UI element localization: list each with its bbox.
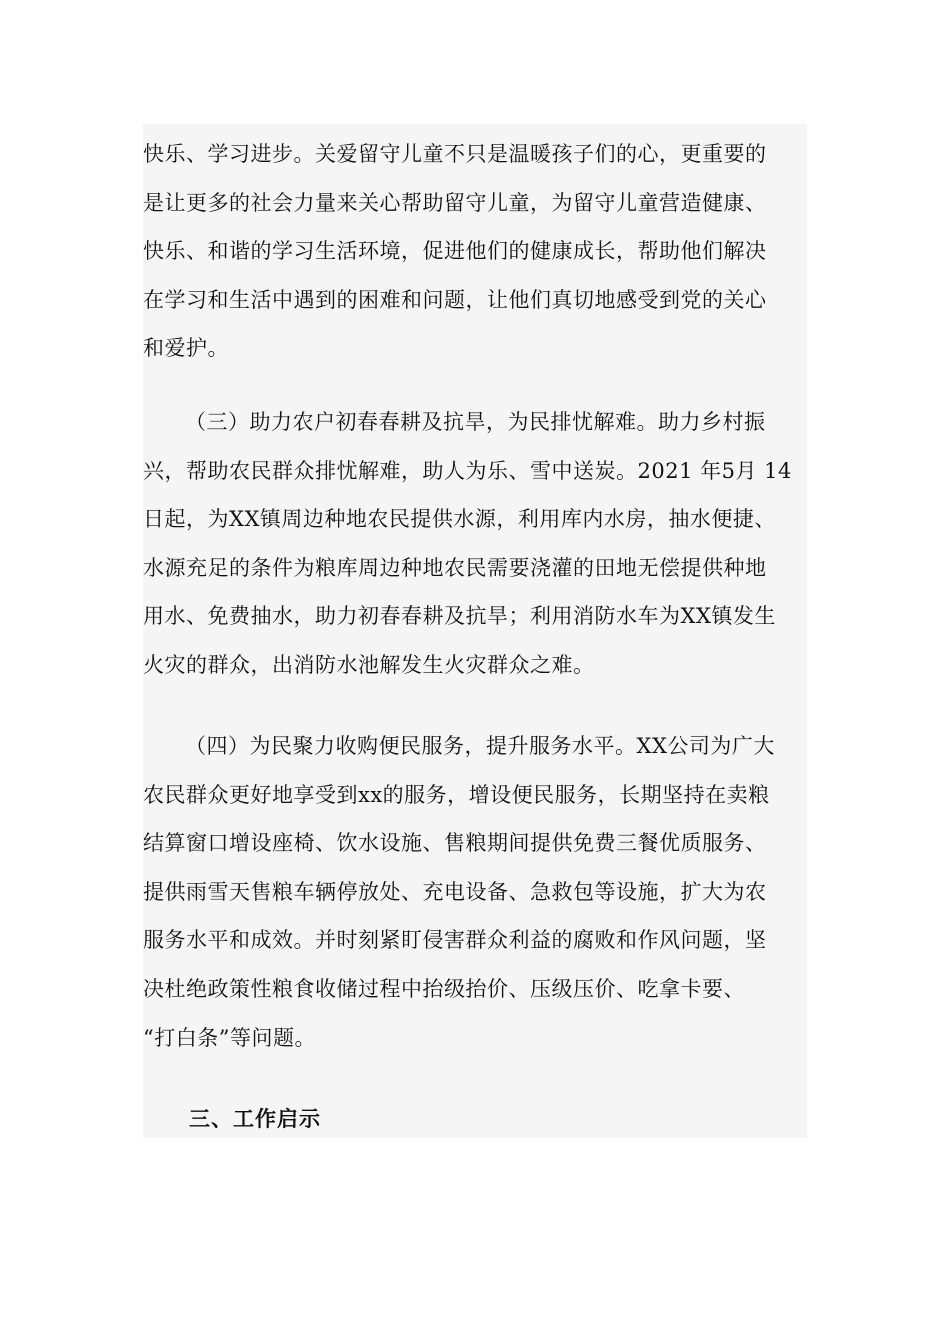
paragraph-2 [143,398,807,690]
text-line: 服务水平和成效。并时刻紧盯侵害群众利益的腐败和作风问题，坚 [143,928,767,953]
text-line: “打白条”等问题。 [143,1025,316,1050]
text-line: 快乐、和谐的学习生活环境，促进他们的健康成长，帮助他们解决 [143,239,767,264]
text-line: 兴，帮助农民群众排忧解难，助人为乐、雪中送炭。2021 年5月 14 [143,458,792,483]
text-line: （四）为民聚力收购便民服务，提升服务水平。XX公司为广大 [185,734,775,758]
section-heading: 三、工作启示 [189,1106,321,1131]
text-line: 快乐、学习进步。关爱留守儿童不只是温暖孩子们的心，更重要的 [143,142,767,166]
text-line: 火灾的群众，出消防水池解发生火灾群众之难。 [143,652,595,677]
text-line: 是让更多的社会力量来关心帮助留守儿童，为留守儿童营造健康、 [143,190,767,215]
text-line: 提供雨雪天售粮车辆停放处、充电设备、急救包等设施，扩大为农 [143,879,767,904]
text-line: （三）助力农户初春春耕及抗旱，为民排忧解难。助力乡村振 [185,410,766,434]
text-line: 用水、免费抽水，助力初春春耕及抗旱；利用消防水车为XX镇发生 [143,604,776,629]
paragraph-1 [143,130,807,373]
text-line: 和爱护。 [143,336,229,361]
text-line: 水源充足的条件为粮库周边种地农民需要浇灌的田地无偿提供种地 [143,555,767,580]
text-line: 结算窗口增设座椅、饮水设施、售粮期间提供免费三餐优质服务、 [143,831,767,856]
text-line: 农民群众更好地享受到xx的服务，增设便民服务，长期坚持在卖粮 [143,782,770,807]
text-line: 在学习和生活中遇到的困难和问题，让他们真切地感受到党的关心 [143,287,767,312]
text-line: 决杜绝政策性粮食收储过程中抬级抬价、压级压价、吃拿卡要、 [143,976,745,1001]
paragraph-3 [143,722,807,1062]
document-text-block [143,124,807,1138]
text-line: 日起，为XX镇周边种地农民提供水源，利用库内水房，抽水便捷、 [143,507,776,532]
